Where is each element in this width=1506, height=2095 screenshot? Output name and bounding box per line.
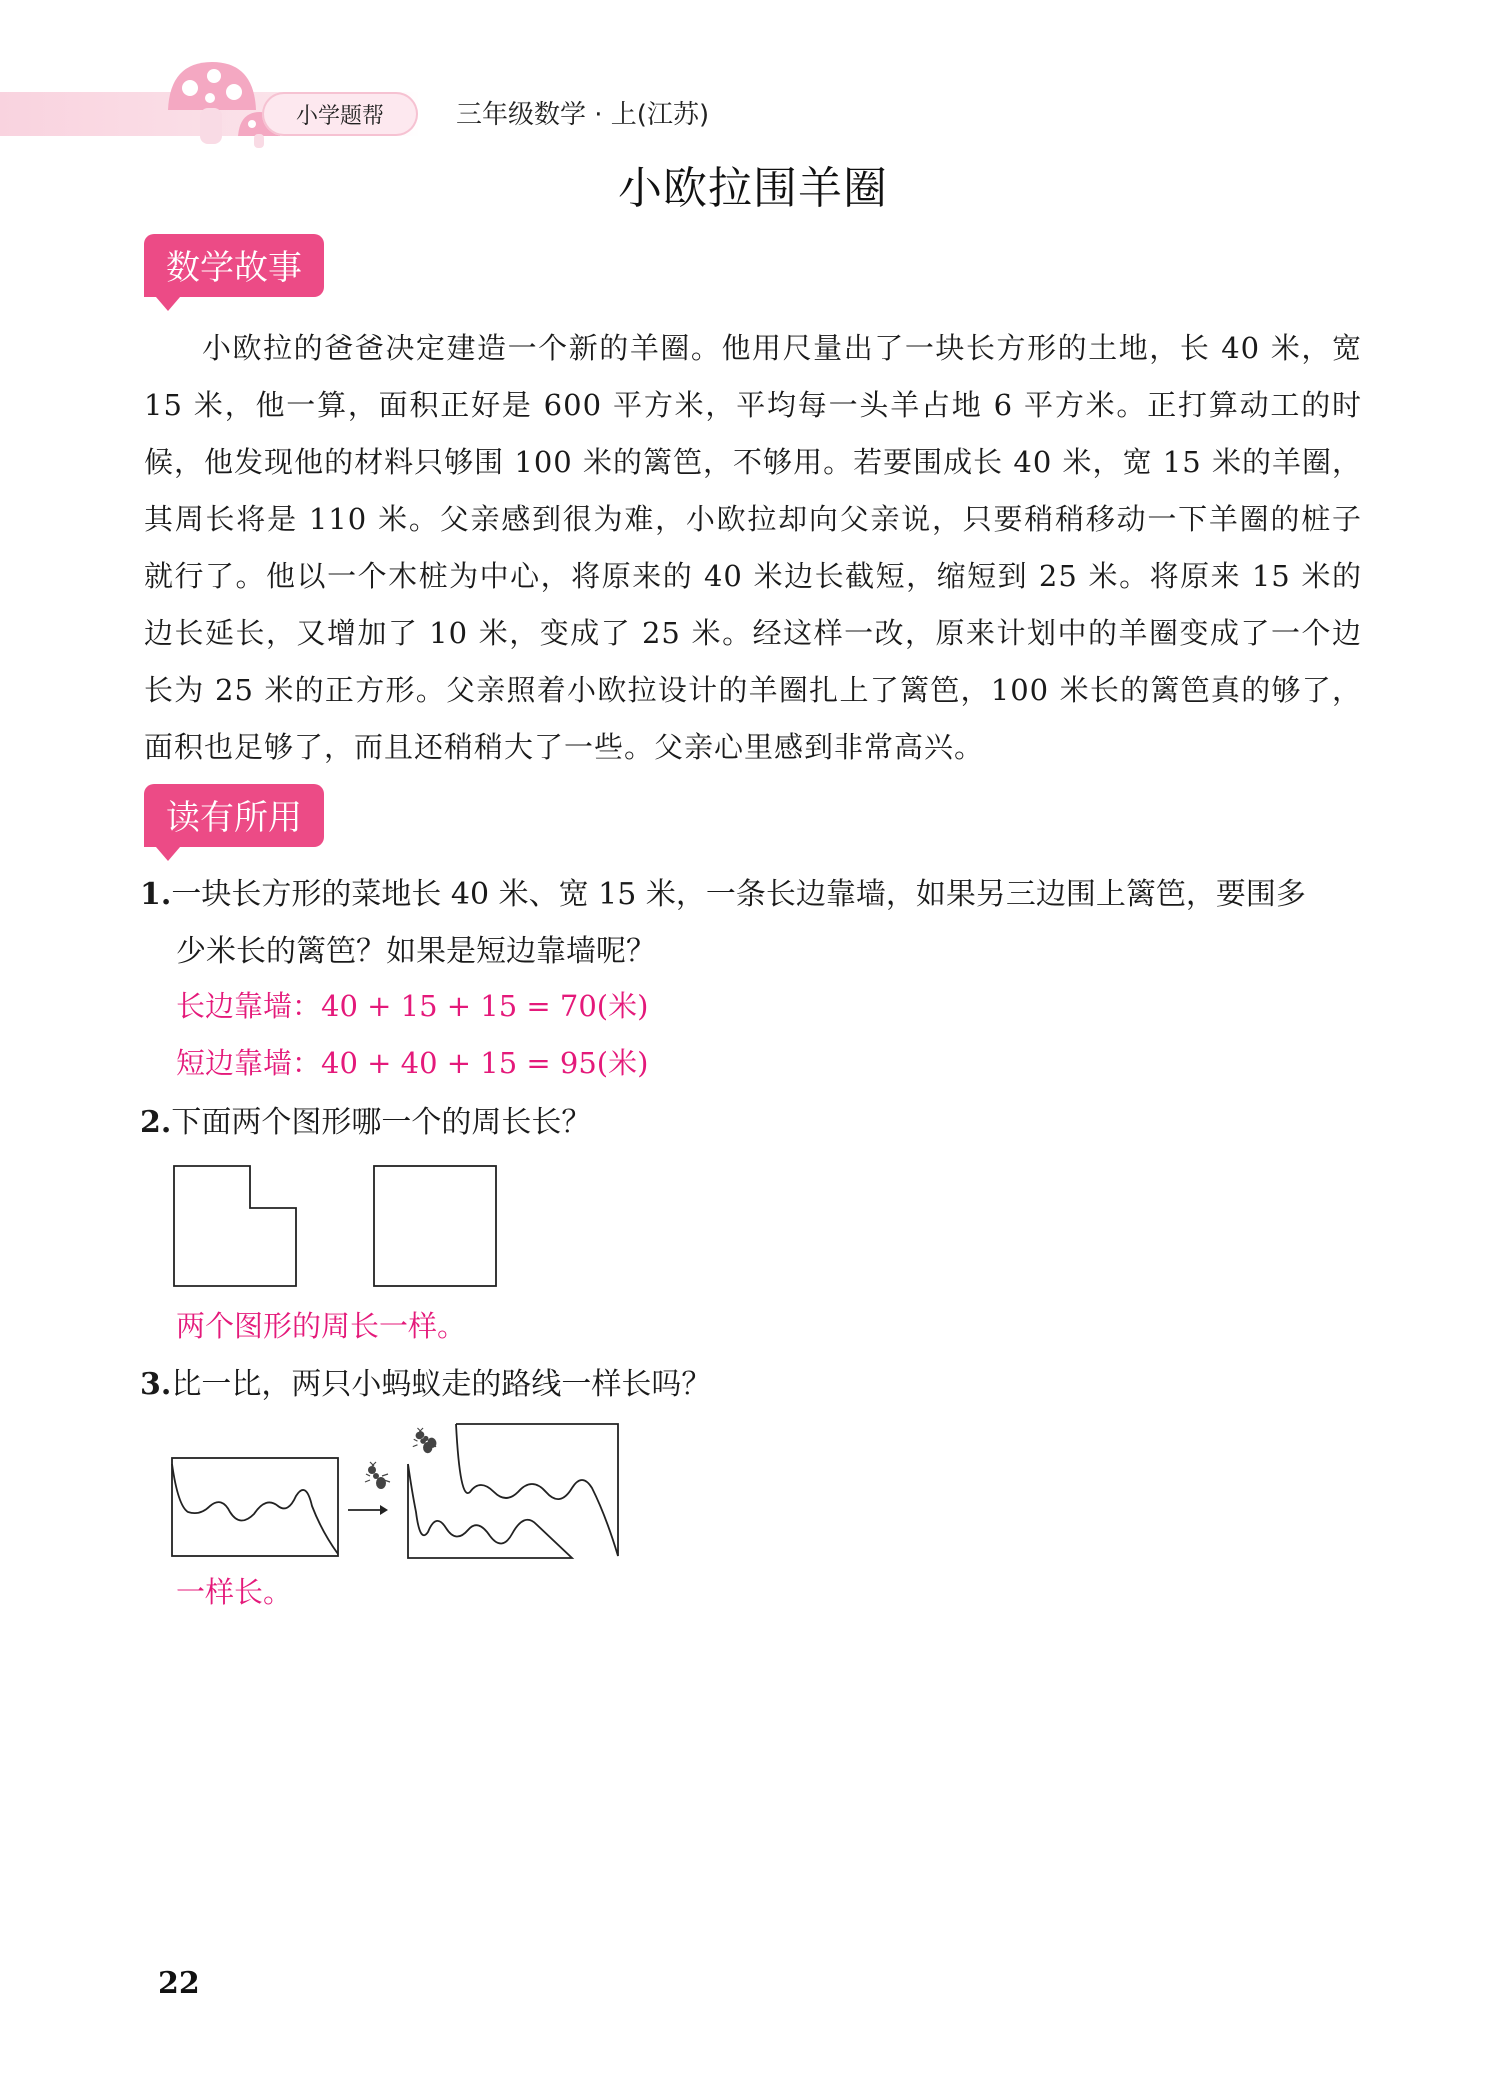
question-3 [140, 1356, 1366, 1413]
arrow-right-icon [346, 1502, 390, 1518]
story-paragraph: 小欧拉的爸爸决定建造一个新的羊圈。他用尺量出了一块长方形的土地，长 40 米，宽 15 米，他一算，面积正好是 600 平方米，平均每一头羊占地 6 平方米。正打算动工的时候，他发现他的材料只够围 100 米的篱笆，不够用。若要围成长 40 米，宽 15 米的羊圈，其周长将是 110 米。父亲感到很为难，小欧拉却向父亲说，只要稍稍移动一下羊圈的桩子就行了。他以一个木桩为中心，将原来的 40 米边长截短，缩短到 25 米。将原来 15 米的边长延长，又增加了 10 米，变成了 25 米。经这样一改，原来计划中的羊圈变成了一个边长为 25 米的正方形。父亲照着小欧拉设计的羊圈扎上了篱笆，100 米长的篱笆真的够了，面积也足够了，而且还稍稍大了一些。父亲心里感到非常高兴。 [144, 331, 1362, 764]
answer-1a: 长边靠墙：40 + 15 + 15 = 70(米) [176, 989, 649, 1023]
question-text: 少米长的篱笆？如果是短边靠墙呢？ [176, 934, 656, 969]
series-label: 小学题帮 [295, 103, 384, 129]
question-number: 3. [140, 1367, 172, 1402]
answer-3: 一样长。 [176, 1575, 293, 1609]
ant-icon [362, 1462, 392, 1492]
section-tab-practice: 读有所用 [144, 784, 324, 847]
shape-square [372, 1164, 500, 1288]
question-text: 一块长方形的菜地长 40 米、宽 15 米，一条长边靠墙，如果另三边围上篱笆，要围多 [171, 877, 1306, 912]
page-number: 22 [158, 1966, 200, 2001]
question-number: 1. [140, 877, 172, 912]
section-tab-story: 数学故事 [144, 234, 324, 297]
shape-notched-square [172, 1164, 302, 1288]
question-text: 下面两个图形哪一个的周长长？ [171, 1105, 592, 1140]
series-badge [262, 92, 418, 136]
answer-1b: 短边靠墙：40 + 40 + 15 = 95(米) [176, 1046, 649, 1080]
question-2 [140, 1094, 1366, 1151]
question-1 [140, 866, 1366, 980]
answer-2: 两个图形的周长一样。 [176, 1309, 467, 1343]
book-title: 三年级数学 · 上(江苏) [456, 100, 710, 130]
question-number: 2. [140, 1105, 172, 1140]
question-text: 比一比，两只小蚂蚁走的路线一样长吗？ [171, 1367, 712, 1402]
mushroom-icon [160, 54, 280, 150]
route-figure-left [170, 1456, 342, 1560]
page-title: 小欧拉围羊圈 [618, 163, 888, 214]
